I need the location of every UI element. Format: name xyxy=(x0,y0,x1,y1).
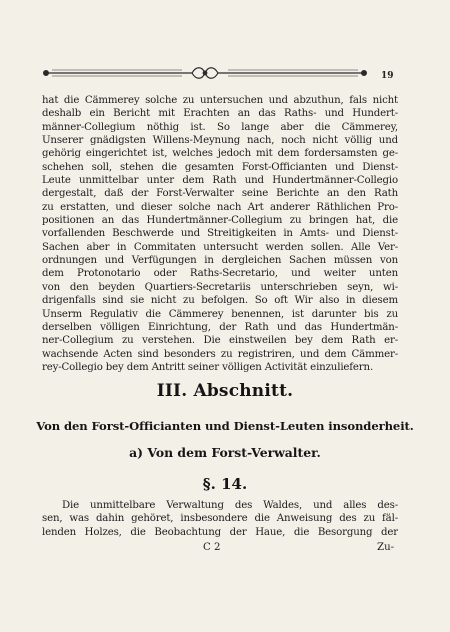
text-line: sen, was dahin gehöret, insbesondere die Anweisung des zu fäl- xyxy=(42,513,398,525)
text-line: derselben völligen Einrichtung, der Rath und das Hundertmän- xyxy=(42,321,398,333)
text-line: Sachen aber in Commitaten untersucht werden sollen. Alle Ver- xyxy=(42,241,398,253)
text-line: dergestalt, daß der Forst-Verwalter seine Berichte an den Rath xyxy=(42,188,398,200)
text-line: Leute unmittelbar unter dem Rath und Hundertmänner-Collegio xyxy=(42,175,398,187)
text-line: ordnungen und Verfügungen in dergleichen Sachen müssen von xyxy=(42,255,398,267)
scroll-ornament-icon xyxy=(42,64,368,82)
text-line: gehörig eingerichtet ist, welches jedoch mit dem fordersamsten ge- xyxy=(42,148,398,160)
signature-mark: C 2 xyxy=(203,542,221,553)
text-line: dem Protonotario oder Raths-Secretario, und weiter unten xyxy=(42,268,398,280)
text-line: positionen an das Hundertmänner-Collegium zu bringen hat, die xyxy=(42,215,398,227)
text-line: schehen soll, stehen die gesamten Forst-Officianten und Dienst- xyxy=(42,161,398,173)
text-line: ner-Collegium zu verstehen. Die einstweilen bey dem Rath er- xyxy=(42,335,398,347)
text-line: rey-Collegio bey dem Antritt seiner völligen Activität einzuliefern. xyxy=(42,361,374,373)
text-line: vorfallenden Beschwerde und Streitigkeiten in Amts- und Dienst- xyxy=(42,228,398,240)
text-line: Die unmittelbare Verwaltung des Waldes, und alles des- xyxy=(62,500,398,511)
text-line: von den beyden Quartiers-Secretariis unterschrieben seyn, wi- xyxy=(42,281,398,293)
text-line: hat die Cämmerey solche zu untersuchen und abzuthun, fals nicht xyxy=(42,95,398,106)
text-line: Unserer gnädigsten Willens-Meynung nach, noch nicht völlig und xyxy=(42,135,398,147)
body-text xyxy=(42,94,398,374)
page-number: 19 xyxy=(381,71,394,81)
text-line: männer-Collegium nöthig ist. So lange aber die Cämmerey, xyxy=(42,121,398,133)
catchword: Zu- xyxy=(377,542,395,553)
section-title: III. Abschnitt. xyxy=(156,381,294,401)
text-line: deshalb ein Bericht mit Erachten an das Raths- und Hundert- xyxy=(42,108,398,120)
text-line: zu erstatten, und dieser solche nach Art anderer Räthlichen Pro- xyxy=(42,201,398,213)
section-subtitle: Von den Forst-Officianten und Dienst-Leuten insonderheit. xyxy=(36,419,414,433)
paragraph-title: §. 14. xyxy=(202,475,248,493)
text-line: Unserm Regulativ die Cämmerey benennen, ist darunter bis zu xyxy=(42,308,398,320)
text-line: lenden Holzes, die Beobachtung der Haue, die Besorgung der xyxy=(42,526,398,538)
text-line: drigenfalls sind sie nicht zu befolgen. So oft Wir also in diesem xyxy=(42,295,398,307)
text-line: wachsende Acten sind besonders zu registriren, und dem Cämmer- xyxy=(42,348,398,360)
paragraph-text xyxy=(42,499,398,539)
subsection-title: a) Von dem Forst-Verwalter. xyxy=(129,445,321,460)
